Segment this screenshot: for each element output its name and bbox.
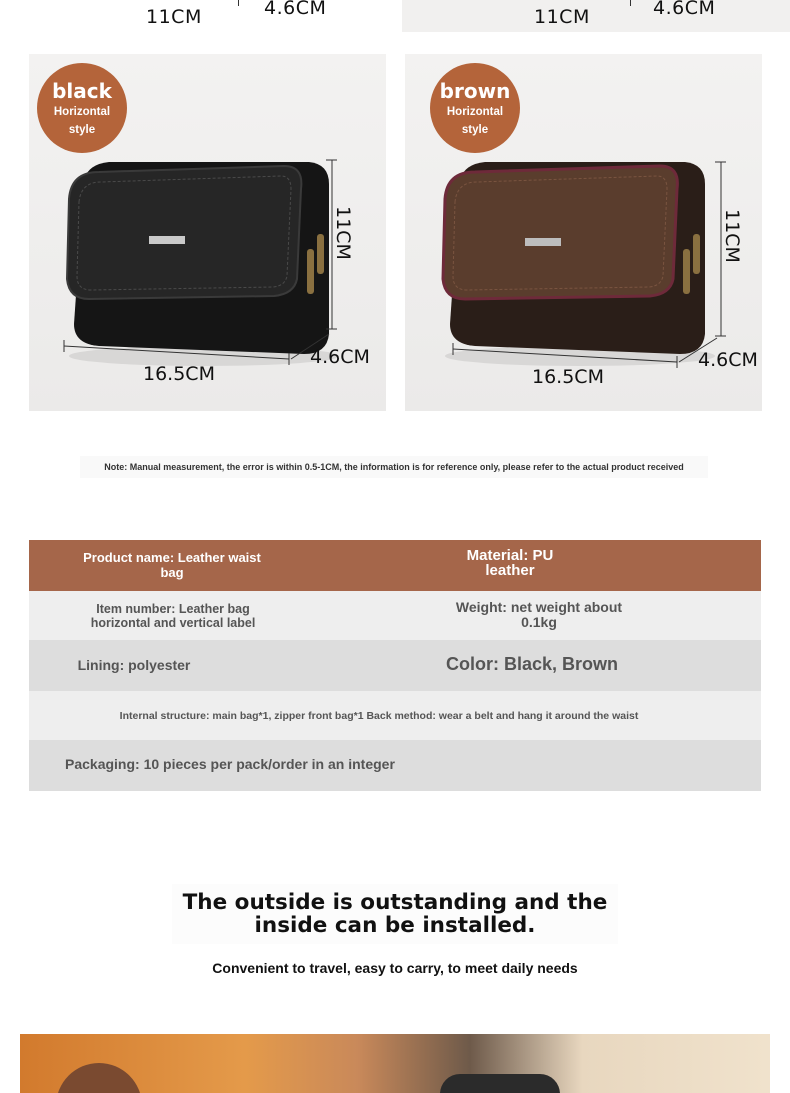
width-dimension-label: 11CM [146, 6, 202, 28]
weight-cell: Weight: net weight about 0.1kg [455, 599, 623, 630]
spec-row [29, 591, 761, 640]
color-badge [56, 1063, 142, 1093]
depth-dimension-label: 4.6CM [264, 0, 327, 19]
product-photo-black [29, 54, 386, 411]
item-number-cell: Item number: Leather bag horizontal and vertical label [90, 602, 256, 630]
spec-row [29, 740, 761, 791]
section-subline: Convenient to travel, easy to carry, to meet daily needs [212, 960, 578, 976]
internal-structure-cell: Internal structure: main bag*1, zipper front bag*1 Back method: wear a belt and hang it around the waist [119, 710, 639, 722]
section-headline: The outside is outstanding and the inside can be installed. [172, 884, 618, 944]
depth-dimension-label: 4.6CM [698, 349, 758, 371]
top-left-photo-crop [0, 0, 390, 32]
spec-table [29, 540, 761, 791]
dimension-line [238, 0, 239, 6]
color-cell: Color: Black, Brown [445, 654, 619, 674]
width-dimension-label: 16.5CM [532, 366, 604, 388]
material-cell: Material: PU leather [466, 547, 554, 579]
width-dimension-label: 16.5CM [143, 363, 215, 385]
color-badge [37, 63, 127, 153]
spec-row [29, 691, 761, 740]
depth-dimension-label: 4.6CM [653, 0, 716, 19]
spec-row [29, 540, 761, 591]
color-name: black [52, 79, 112, 103]
spec-row [29, 640, 761, 691]
product-photo-brown [405, 54, 762, 411]
dimension-line [630, 0, 631, 6]
packaging-cell: Packaging: 10 pieces per pack/order in an integer [65, 756, 395, 772]
color-name: brown [439, 79, 511, 103]
measurement-note: Note: Manual measurement, the error is within 0.5-1CM, the information is for reference only, please refer to the actual product received [80, 456, 708, 478]
top-right-photo-crop [402, 0, 790, 32]
product-name-cell: Product name: Leather waist bag [83, 550, 261, 580]
depth-dimension-label: 4.6CM [310, 346, 370, 368]
color-badge [430, 63, 520, 153]
lining-cell: Lining: polyester [77, 657, 191, 673]
height-dimension-label: 11CM [721, 209, 743, 263]
style-label: Horizontal style [446, 106, 504, 136]
height-dimension-label: 11CM [332, 206, 354, 260]
width-dimension-label: 11CM [534, 6, 590, 28]
bag-corner [440, 1074, 560, 1093]
style-label: Horizontal style [53, 106, 111, 136]
lifestyle-photo-crop [20, 1034, 770, 1093]
